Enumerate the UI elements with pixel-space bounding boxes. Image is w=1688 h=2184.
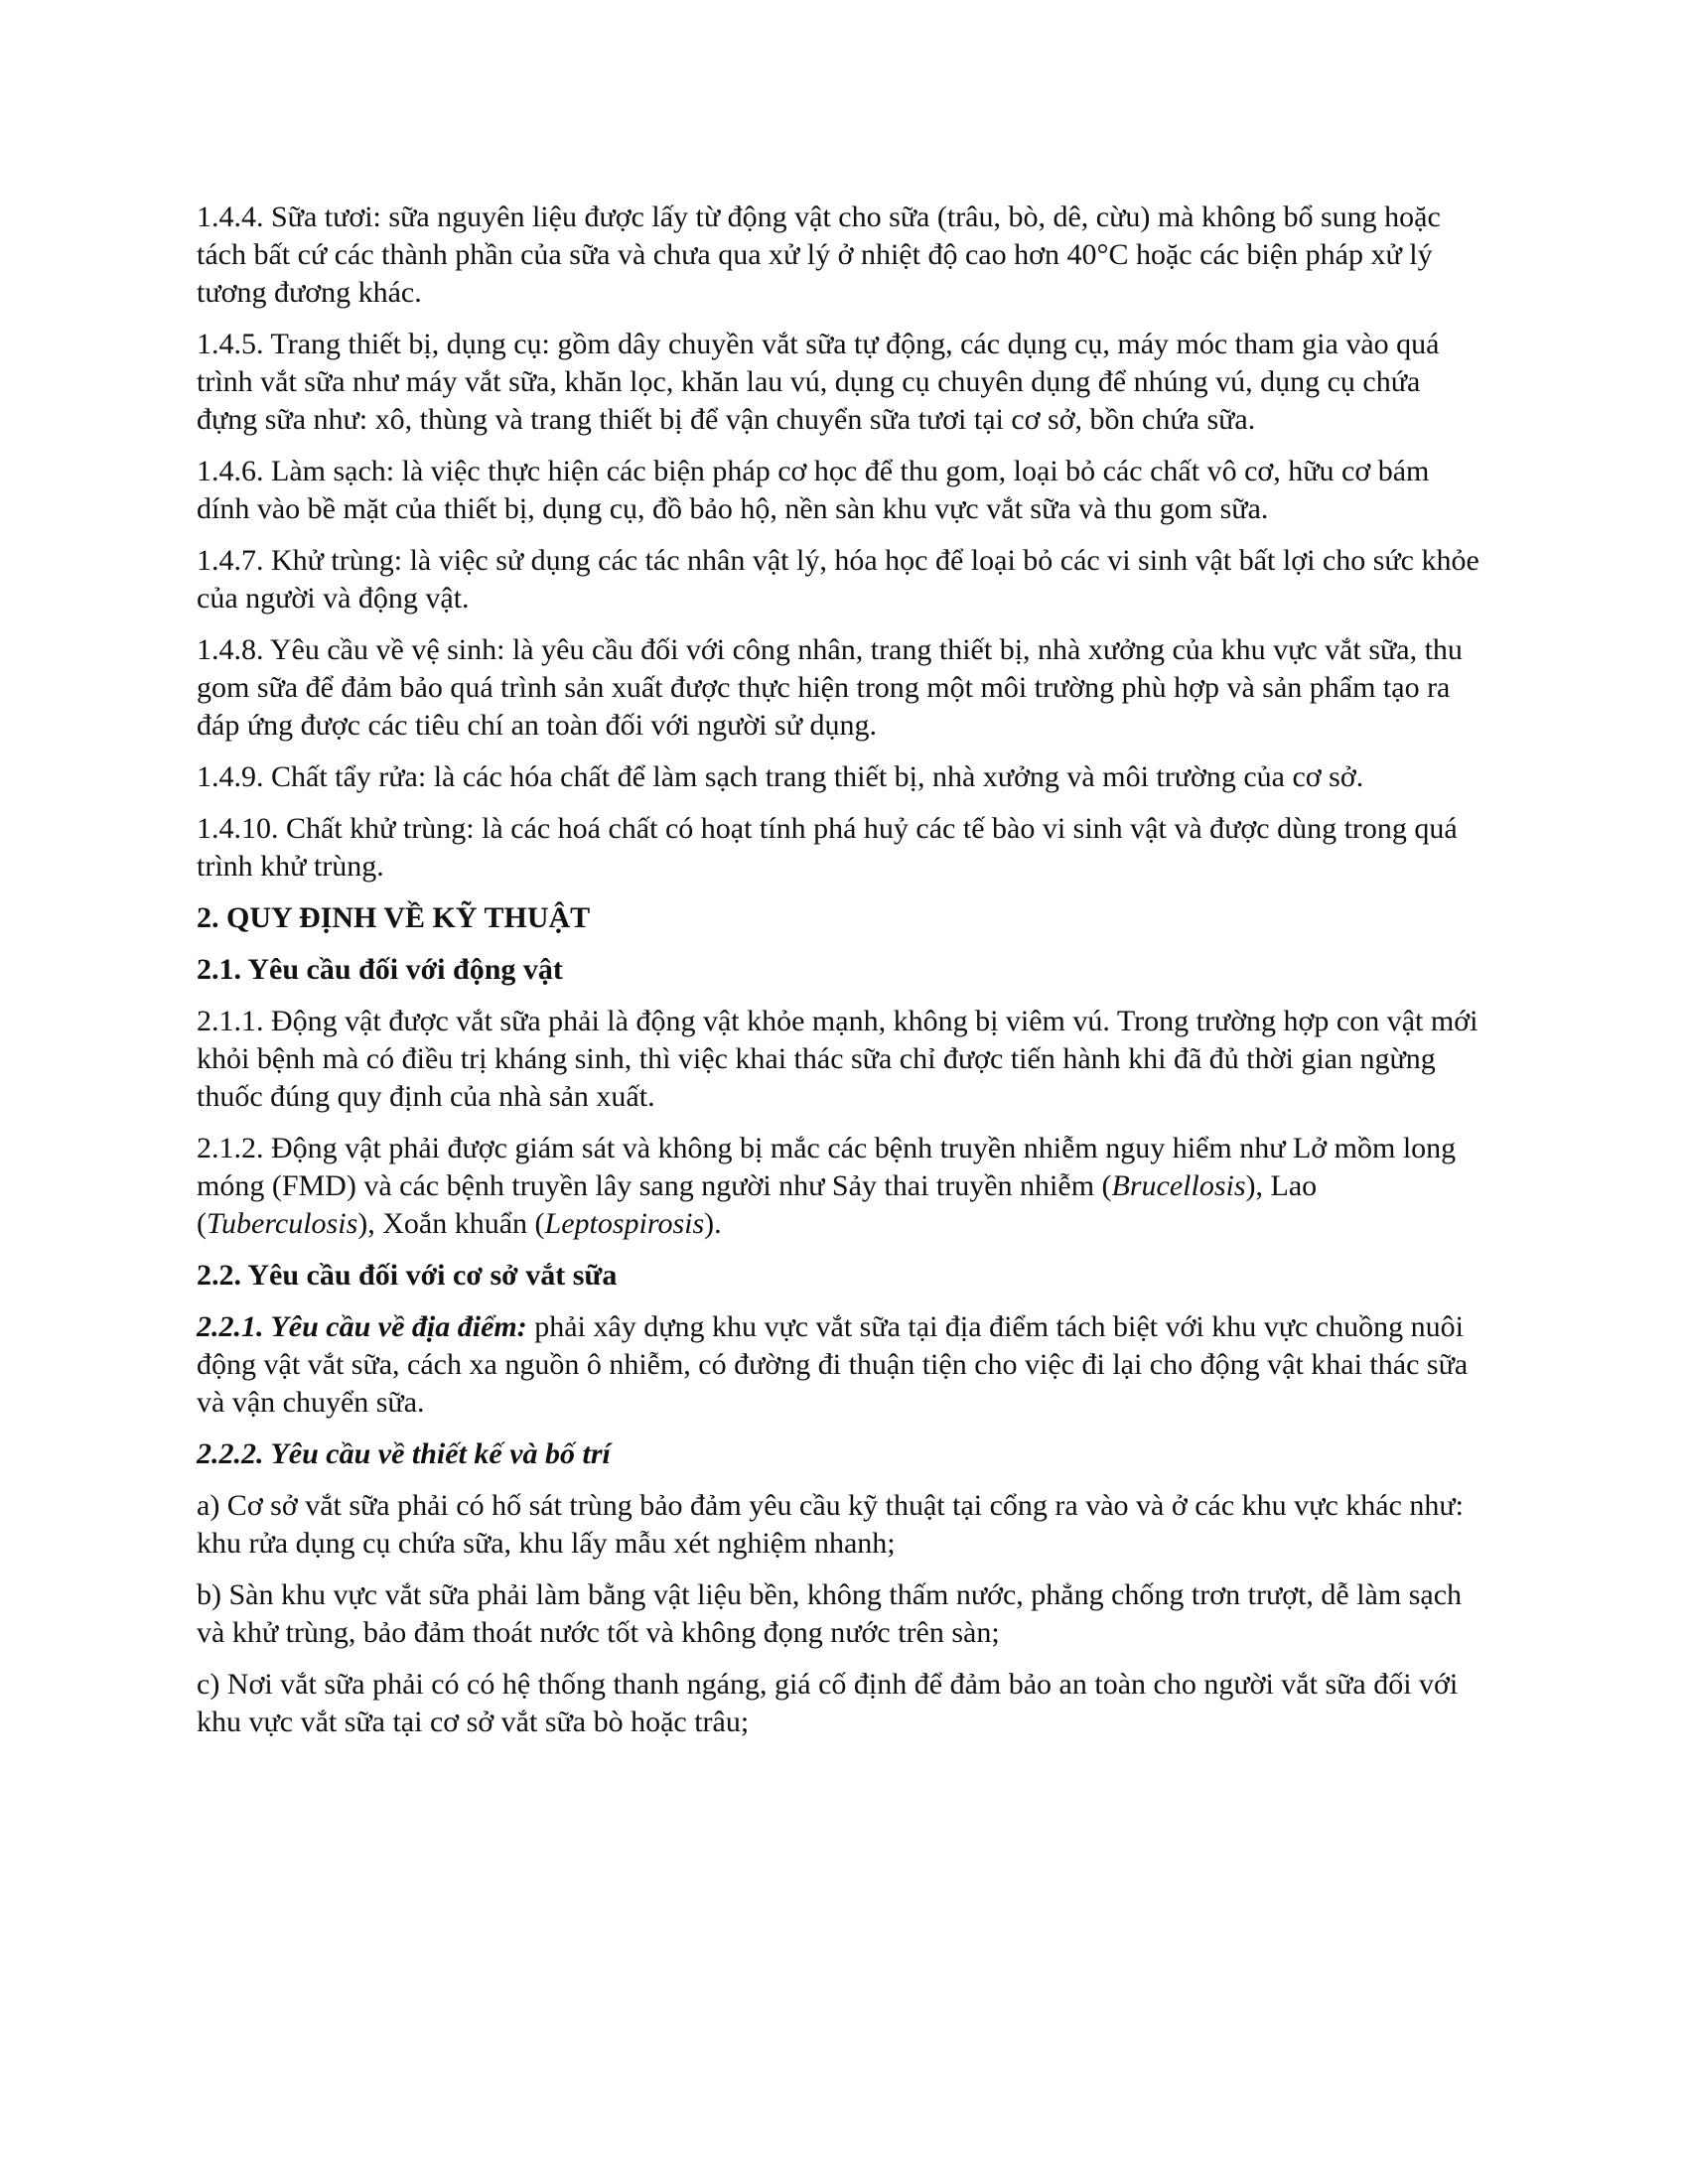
list-item-a: a) Cơ sở vắt sữa phải có hố sát trùng bảo đảm yêu cầu kỹ thuật tại cổng ra vào và ở các khu vực khác như: khu rửa dụng cụ chứa sữa, khu lấy mẫu xét nghiệm nhanh; xyxy=(197,1489,1464,1560)
subsection-heading-2-2-2: 2.2.2. Yêu cầu về thiết kế và bố trí xyxy=(197,1437,611,1470)
subsection-heading-2-2: 2.2. Yêu cầu đối với cơ sở vắt sữa xyxy=(197,1259,618,1292)
paragraph-2-1-1: 2.1.1. Động vật được vắt sữa phải là động vật khỏe mạnh, không bị viêm vú. Trong trường hợp con vật mới khỏi bệnh mà có điều trị kháng sinh, thì việc khai thác sữa chỉ được tiến hành khi đã đủ thời gian ngừng thuốc đúng quy định của nhà sản xuất. xyxy=(197,1005,1478,1113)
paragraph-1-4-8: 1.4.8. Yêu cầu về vệ sinh: là yêu cầu đối với công nhân, trang thiết bị, nhà xưởng của khu vực vắt sữa, thu gom sữa để đảm bảo quá trình sản xuất được thực hiện trong một môi trường phù hợp và sản phẩm tạo ra đáp ứng được các tiêu chí an toàn đối với người sử dụng. xyxy=(197,633,1463,742)
list-item-c: c) Nơi vắt sữa phải có có hệ thống thanh ngáng, giá cố định để đảm bảo an toàn cho người vắt sữa đối với khu vực vắt sữa tại cơ sở vắt sữa bò hoặc trâu; xyxy=(197,1668,1459,1738)
term-brucellosis: Brucellosis xyxy=(1111,1169,1246,1202)
paragraph-2-1-2-text-2: ), Lao ( xyxy=(197,1169,1318,1240)
paragraph-2-1-2-text-1: 2.1.2. Động vật phải được giám sát và không bị mắc các bệnh truyền nhiễm nguy hiểm như Lở mồm long móng (FMD) và các bệnh truyền lây sang người như Sảy thai truyền nhiễm ( xyxy=(197,1132,1457,1202)
paragraph-1-4-9: 1.4.9. Chất tẩy rửa: là các hóa chất để làm sạch trang thiết bị, nhà xưởng và môi trường của cơ sở. xyxy=(197,760,1364,793)
term-tuberculosis: Tuberculosis xyxy=(207,1207,358,1240)
list-item-b: b) Sàn khu vực vắt sữa phải làm bằng vật liệu bền, không thấm nước, phẳng chống trơn trượt, dễ làm sạch và khử trùng, bảo đảm thoát nước tốt và không đọng nước trên sàn; xyxy=(197,1578,1463,1649)
paragraph-2-2-1 xyxy=(197,1308,1487,1422)
document-page xyxy=(197,199,1487,1755)
paragraph-1-4-7: 1.4.7. Khử trùng: là việc sử dụng các tác nhân vật lý, hóa học để loại bỏ các vi sinh vật bất lợi cho sức khỏe của người và động vật. xyxy=(197,544,1479,614)
section-heading-2: 2. QUY ĐỊNH VỀ KỸ THUẬT xyxy=(197,901,591,934)
paragraph-1-4-6: 1.4.6. Làm sạch: là việc thực hiện các biện pháp cơ học để thu gom, loại bỏ các chất vô cơ, hữu cơ bám dính vào bề mặt của thiết bị, dụng cụ, đồ bảo hộ, nền sàn khu vực vắt sữa và thu gom sữa. xyxy=(197,455,1430,525)
term-leptospirosis: Leptospirosis xyxy=(544,1207,705,1240)
paragraph-2-1-2-text-4: ). xyxy=(704,1207,722,1240)
paragraph-1-4-10: 1.4.10. Chất khử trùng: là các hoá chất có hoạt tính phá huỷ các tế bào vi sinh vật và được dùng trong quá trình khử trùng. xyxy=(197,812,1458,883)
paragraph-1-4-5: 1.4.5. Trang thiết bị, dụng cụ: gồm dây chuyền vắt sữa tự động, các dụng cụ, máy móc tham gia vào quá trình vắt sữa như máy vắt sữa, khăn lọc, khăn lau vú, dụng cụ chuyên dụng để nhúng vú, dụng cụ chứa đựng sữa như: xô, thùng và trang thiết bị để vận chuyển sữa tươi tại cơ sở, bồn chứa sữa. xyxy=(197,328,1440,436)
subsection-heading-2-1: 2.1. Yêu cầu đối với động vật xyxy=(197,953,563,986)
paragraph-2-1-2-text-3: ), Xoắn khuẩn ( xyxy=(357,1207,545,1240)
paragraph-2-2-1-text: phải xây dựng khu vực vắt sữa tại địa điểm tách biệt với khu vực chuồng nuôi động vật vắt sữa, cách xa nguồn ô nhiễm, có đường đi thuận tiện cho việc đi lại cho động vật khai thác sữa và vận chuyển sữa. xyxy=(197,1310,1469,1419)
paragraph-2-2-1-label: 2.2.1. Yêu cầu về địa điểm: xyxy=(197,1310,527,1343)
paragraph-2-1-2 xyxy=(197,1130,1487,1243)
paragraph-1-4-4: 1.4.4. Sữa tươi: sữa nguyên liệu được lấy từ động vật cho sữa (trâu, bò, dê, cừu) mà không bổ sung hoặc tách bất cứ các thành phần của sữa và chưa qua xử lý ở nhiệt độ cao hơn 40°C hoặc các biện pháp xử lý tương đương khác. xyxy=(197,201,1441,309)
